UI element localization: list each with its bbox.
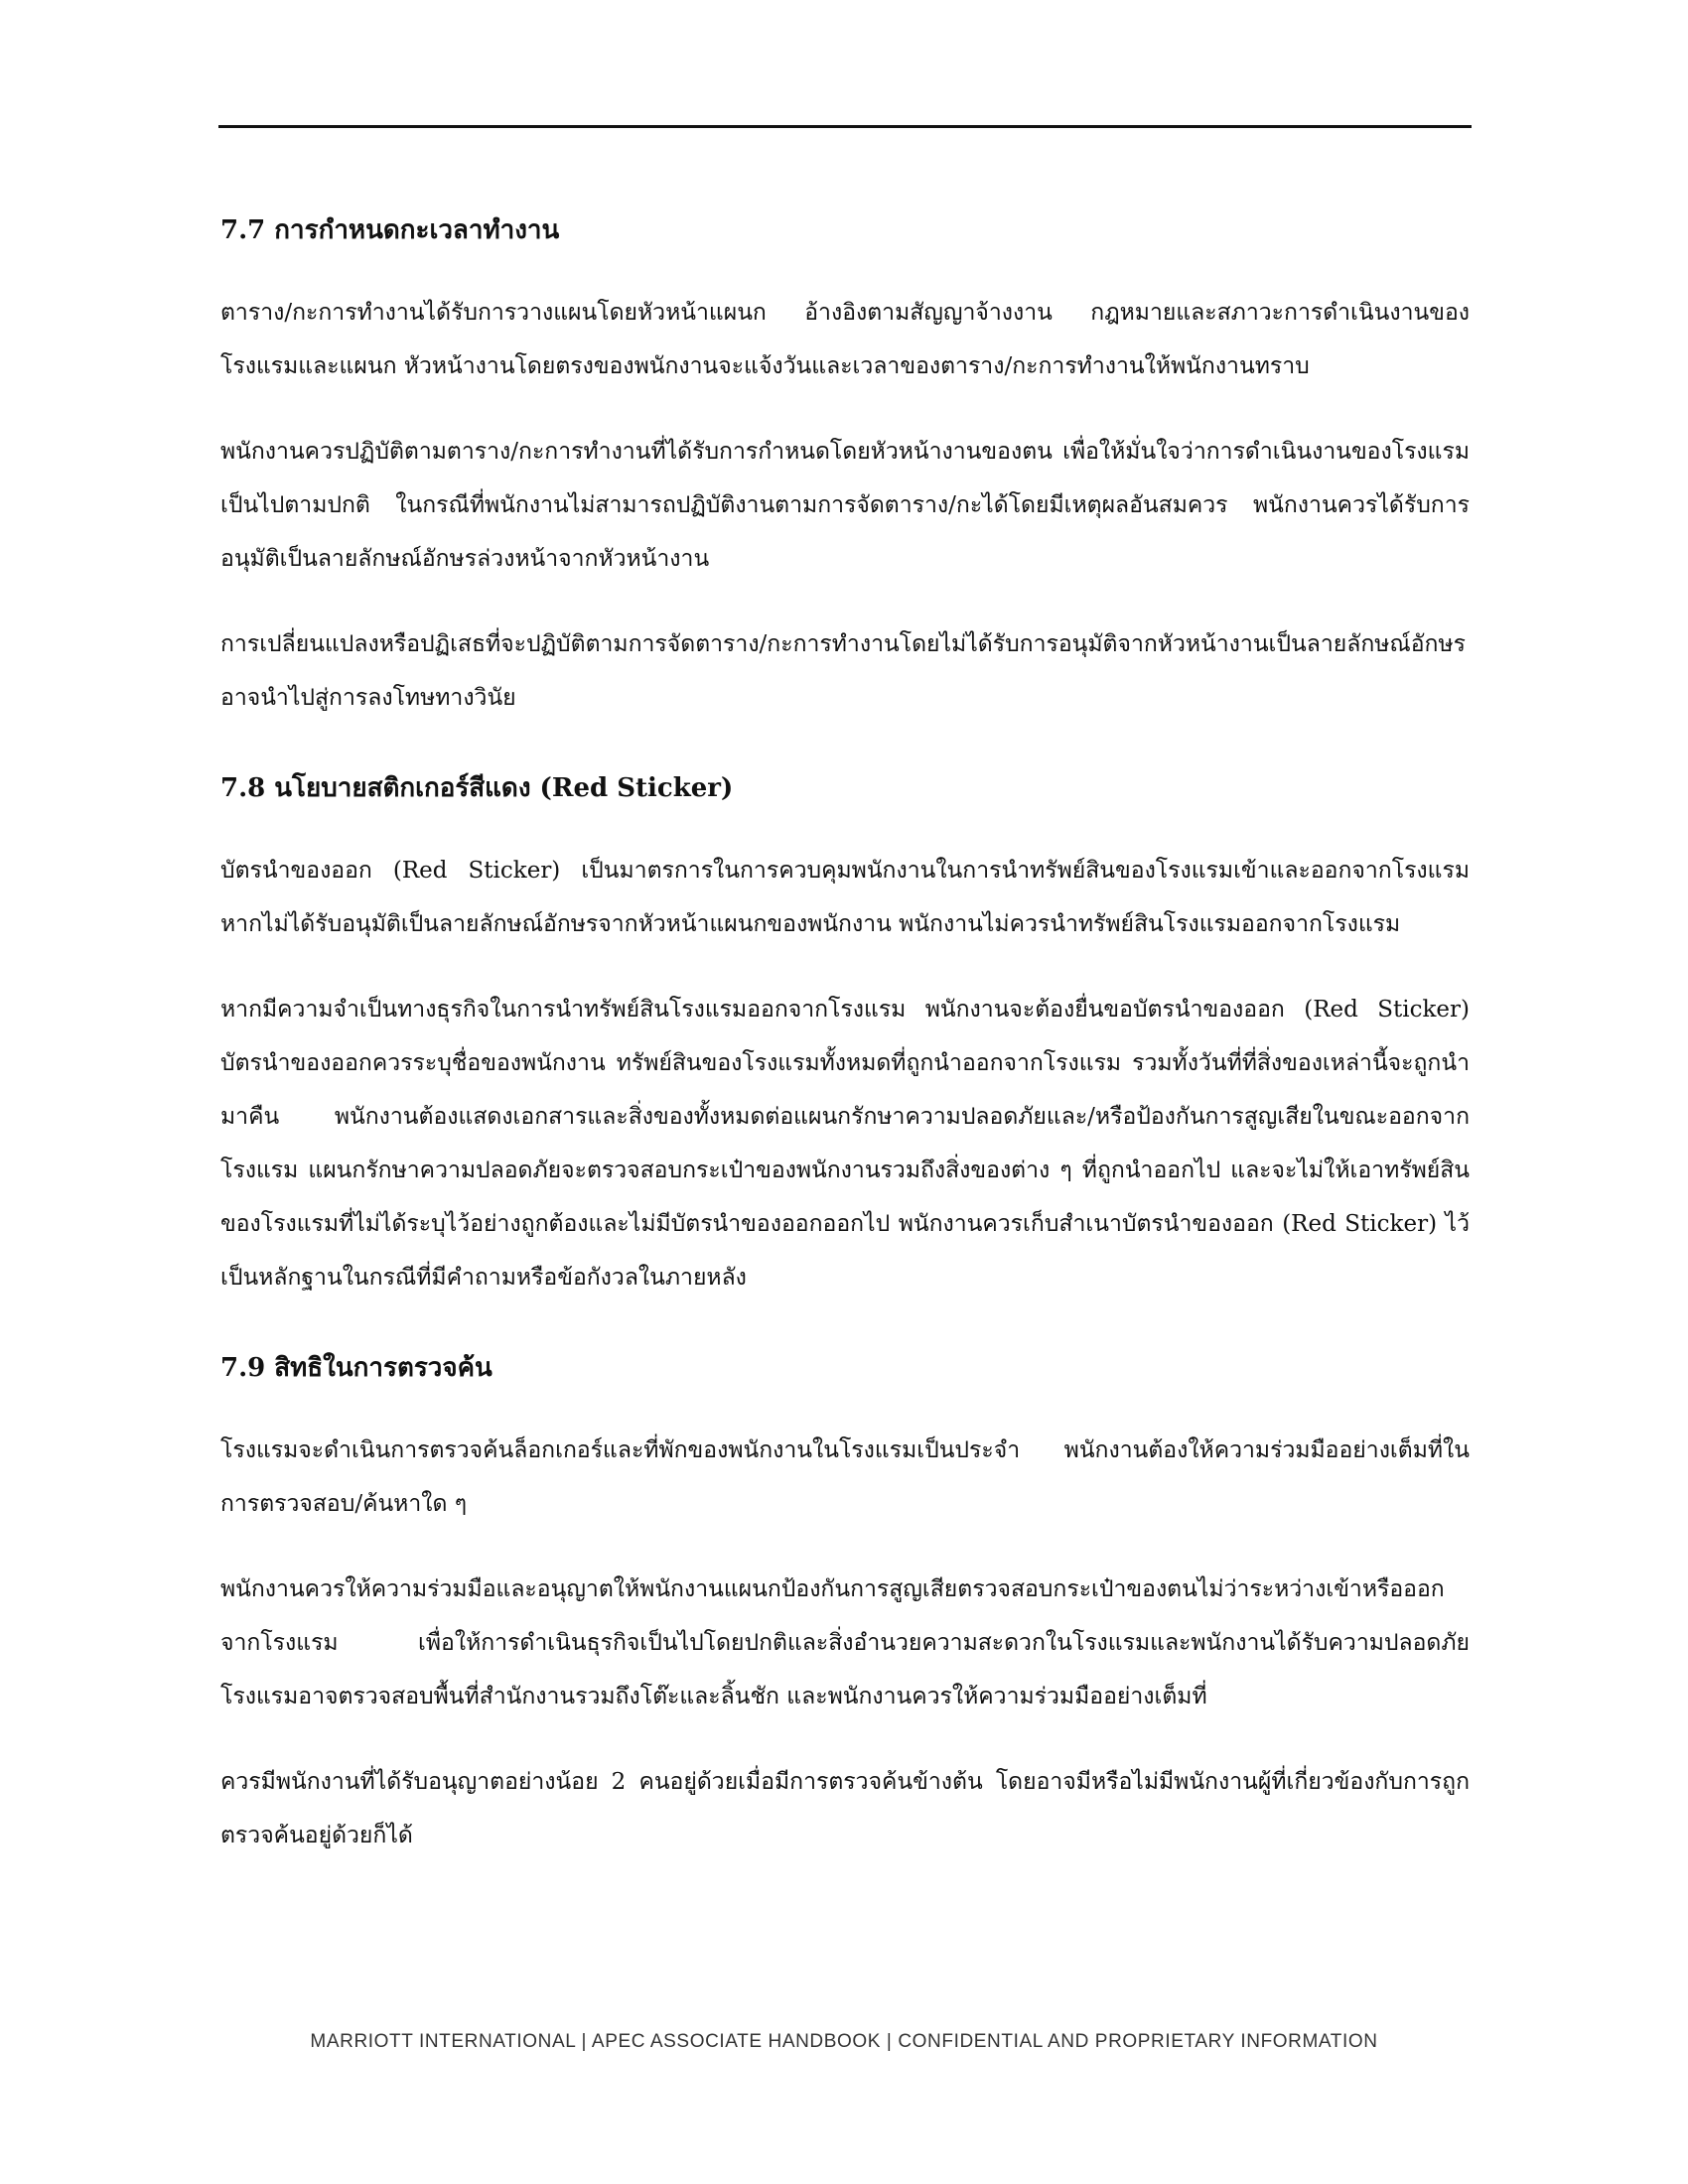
paragraph: ตาราง/กะการทำงานได้รับการวางแผนโดยหัวหน้าแผนก อ้างอิงตามสัญญาจ้างงาน กฎหมายและสภาวะการดำเนินงานของโรงแรมและแผนก หัวหน้างานโดยตรงของพนักงานจะแจ้งวันและเวลาของตาราง/กะการทำงานให้พนักงานทราบ (220, 300, 1470, 379)
section-title: 7.8 นโยบายสติกเกอร์สีแดง (Red Sticker) (220, 773, 734, 803)
paragraph: การเปลี่ยนแปลงหรือปฏิเสธที่จะปฏิบัติตามการจัดตาราง/กะการทำงานโดยไม่ได้รับการอนุมัติจากหัวหน้างานเป็นลายลักษณ์อักษรอาจนำไปสู่การลงโทษทางวินัย (220, 631, 1466, 711)
paragraph: พนักงานควรให้ความร่วมมือและอนุญาตให้พนักงานแผนกป้องกันการสูญเสียตรวจสอบกระเป๋าของตนไม่ว่าระหว่างเข้าหรือออกจากโรงแรม เพื่อให้การดำเนินธุรกิจเป็นไปโดยปกติและสิ่งอำนวยความสะดวกในโรงแรมและพนักงานได้รับความปลอดภัย โรงแรมอาจตรวจสอบพื้นที่สำนักงานรวมถึงโต๊ะและลิ้นชัก และพนักงานควรให้ความร่วมมืออย่างเต็มที่ (220, 1576, 1470, 1709)
section-7-8 (220, 768, 1470, 1304)
paragraph: พนักงานควรปฏิบัติตามตาราง/กะการทำงานที่ได้รับการกำหนดโดยหัวหน้างานของตน เพื่อให้มั่นใจว่าการดำเนินงานของโรงแรมเป็นไปตามปกติ ในกรณีที่พนักงานไม่สามารถปฏิบัติงานตามการจัดตาราง/กะได้โดยมีเหตุผลอันสมควร พนักงานควรได้รับการอนุมัติเป็นลายลักษณ์อักษรล่วงหน้าจากหัวหน้างาน (220, 439, 1470, 572)
paragraph: หากมีความจำเป็นทางธุรกิจในการนำทรัพย์สินโรงแรมออกจากโรงแรม พนักงานจะต้องยื่นขอบัตรนำของออก (Red Sticker) บัตรนำของออกควรระบุชื่อของพนักงาน ทรัพย์สินของโรงแรมทั้งหมดที่ถูกนำออกจากโรงแรม รวมทั้งวันที่ที่สิ่งของเหล่านี้จะถูกนำมาคืน พนักงานต้องแสดงเอกสารและสิ่งของทั้งหมดต่อแผนกรักษาความปลอดภัยและ/หรือป้องกันการสูญเสียในขณะออกจากโรงแรม แผนกรักษาความปลอดภัยจะตรวจสอบกระเป๋าของพนักงานรวมถึงสิ่งของต่าง ๆ ที่ถูกนำออกไป และจะไม่ให้เอาทรัพย์สินของโรงแรมที่ไม่ได้ระบุไว้อย่างถูกต้องและไม่มีบัตรนำของออกออกไป พนักงานควรเก็บสำเนาบัตรนำของออก (Red Sticker) ไว้เป็นหลักฐานในกรณีที่มีคำถามหรือข้อกังวลในภายหลัง (220, 997, 1470, 1291)
section-title: 7.9 สิทธิในการตรวจค้น (220, 1353, 492, 1383)
section-title: 7.7 การกำหนดกะเวลาทำงาน (220, 215, 560, 245)
paragraph: ควรมีพนักงานที่ได้รับอนุญาตอย่างน้อย 2 คนอยู่ด้วยเมื่อมีการตรวจค้นข้างต้น โดยอาจมีหรือไม่มีพนักงานผู้ที่เกี่ยวข้องกับการถูกตรวจค้นอยู่ด้วยก็ได้ (220, 1769, 1470, 1848)
header-rule (218, 125, 1472, 128)
page-content (220, 210, 1470, 1894)
section-7-9 (220, 1348, 1470, 1862)
paragraph: โรงแรมจะดำเนินการตรวจค้นล็อกเกอร์และที่พักของพนักงานในโรงแรมเป็นประจำ พนักงานต้องให้ความร่วมมืออย่างเต็มที่ในการตรวจสอบ/ค้นหาใด ๆ (220, 1437, 1470, 1517)
paragraph: บัตรนำของออก (Red Sticker) เป็นมาตรการในการควบคุมพนักงานในการนำทรัพย์สินของโรงแรมเข้าและออกจากโรงแรม หากไม่ได้รับอนุมัติเป็นลายลักษณ์อักษรจากหัวหน้าแผนกของพนักงาน พนักงานไม่ควรนำทรัพย์สินโรงแรมออกจากโรงแรม (220, 858, 1470, 937)
page-footer: MARRIOTT INTERNATIONAL | APEC ASSOCIATE HANDBOOK | CONFIDENTIAL AND PROPRIETARY INFORMATION (310, 2031, 1378, 2052)
section-7-7 (220, 210, 1470, 725)
